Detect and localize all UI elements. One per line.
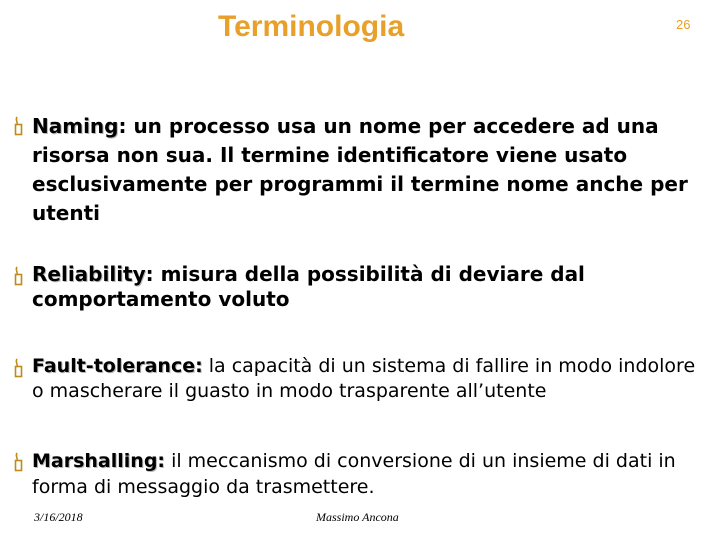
candle-icon: [12, 266, 32, 290]
term-marshalling: Marshalling:: [32, 450, 166, 472]
bullet-item-reliability: [12, 262, 712, 312]
candle-icon: [12, 116, 32, 140]
candle-icon: [12, 358, 32, 382]
page-number: 26: [676, 17, 691, 32]
bullet-item-naming: [12, 112, 712, 228]
bullet-item-marshalling: [12, 448, 712, 500]
definition-marshalling: il meccanismo di conversione di un insieme di dati in forma di messaggio da trasmettere.: [32, 450, 676, 498]
bullet-item-fault-tolerance: [12, 354, 712, 404]
definition-reliability: misura della possibilità di deviare dal comportamento voluto: [32, 262, 585, 311]
candle-icon: [12, 452, 32, 476]
footer-date: 3/16/2018: [34, 510, 83, 524]
term-naming: Naming: [32, 114, 119, 138]
term-separator: :: [118, 114, 127, 138]
slide-title: Terminologia: [218, 10, 405, 43]
term-fault-tolerance: Fault-tolerance:: [32, 355, 203, 377]
term-reliability: Reliability: [32, 262, 146, 286]
term-separator: :: [145, 262, 154, 286]
footer-author: Massimo Ancona: [316, 510, 399, 524]
definition-naming: un processo usa un nome per accedere ad una risorsa non sua. Il termine identificatore viene usato esclusivamente per programmi il termine nome anche per utenti: [32, 114, 688, 225]
definition-fault-tolerance: la capacità di un sistema di fallire in modo indolore o mascherare il guasto in modo trasparente all’utente: [32, 355, 696, 402]
